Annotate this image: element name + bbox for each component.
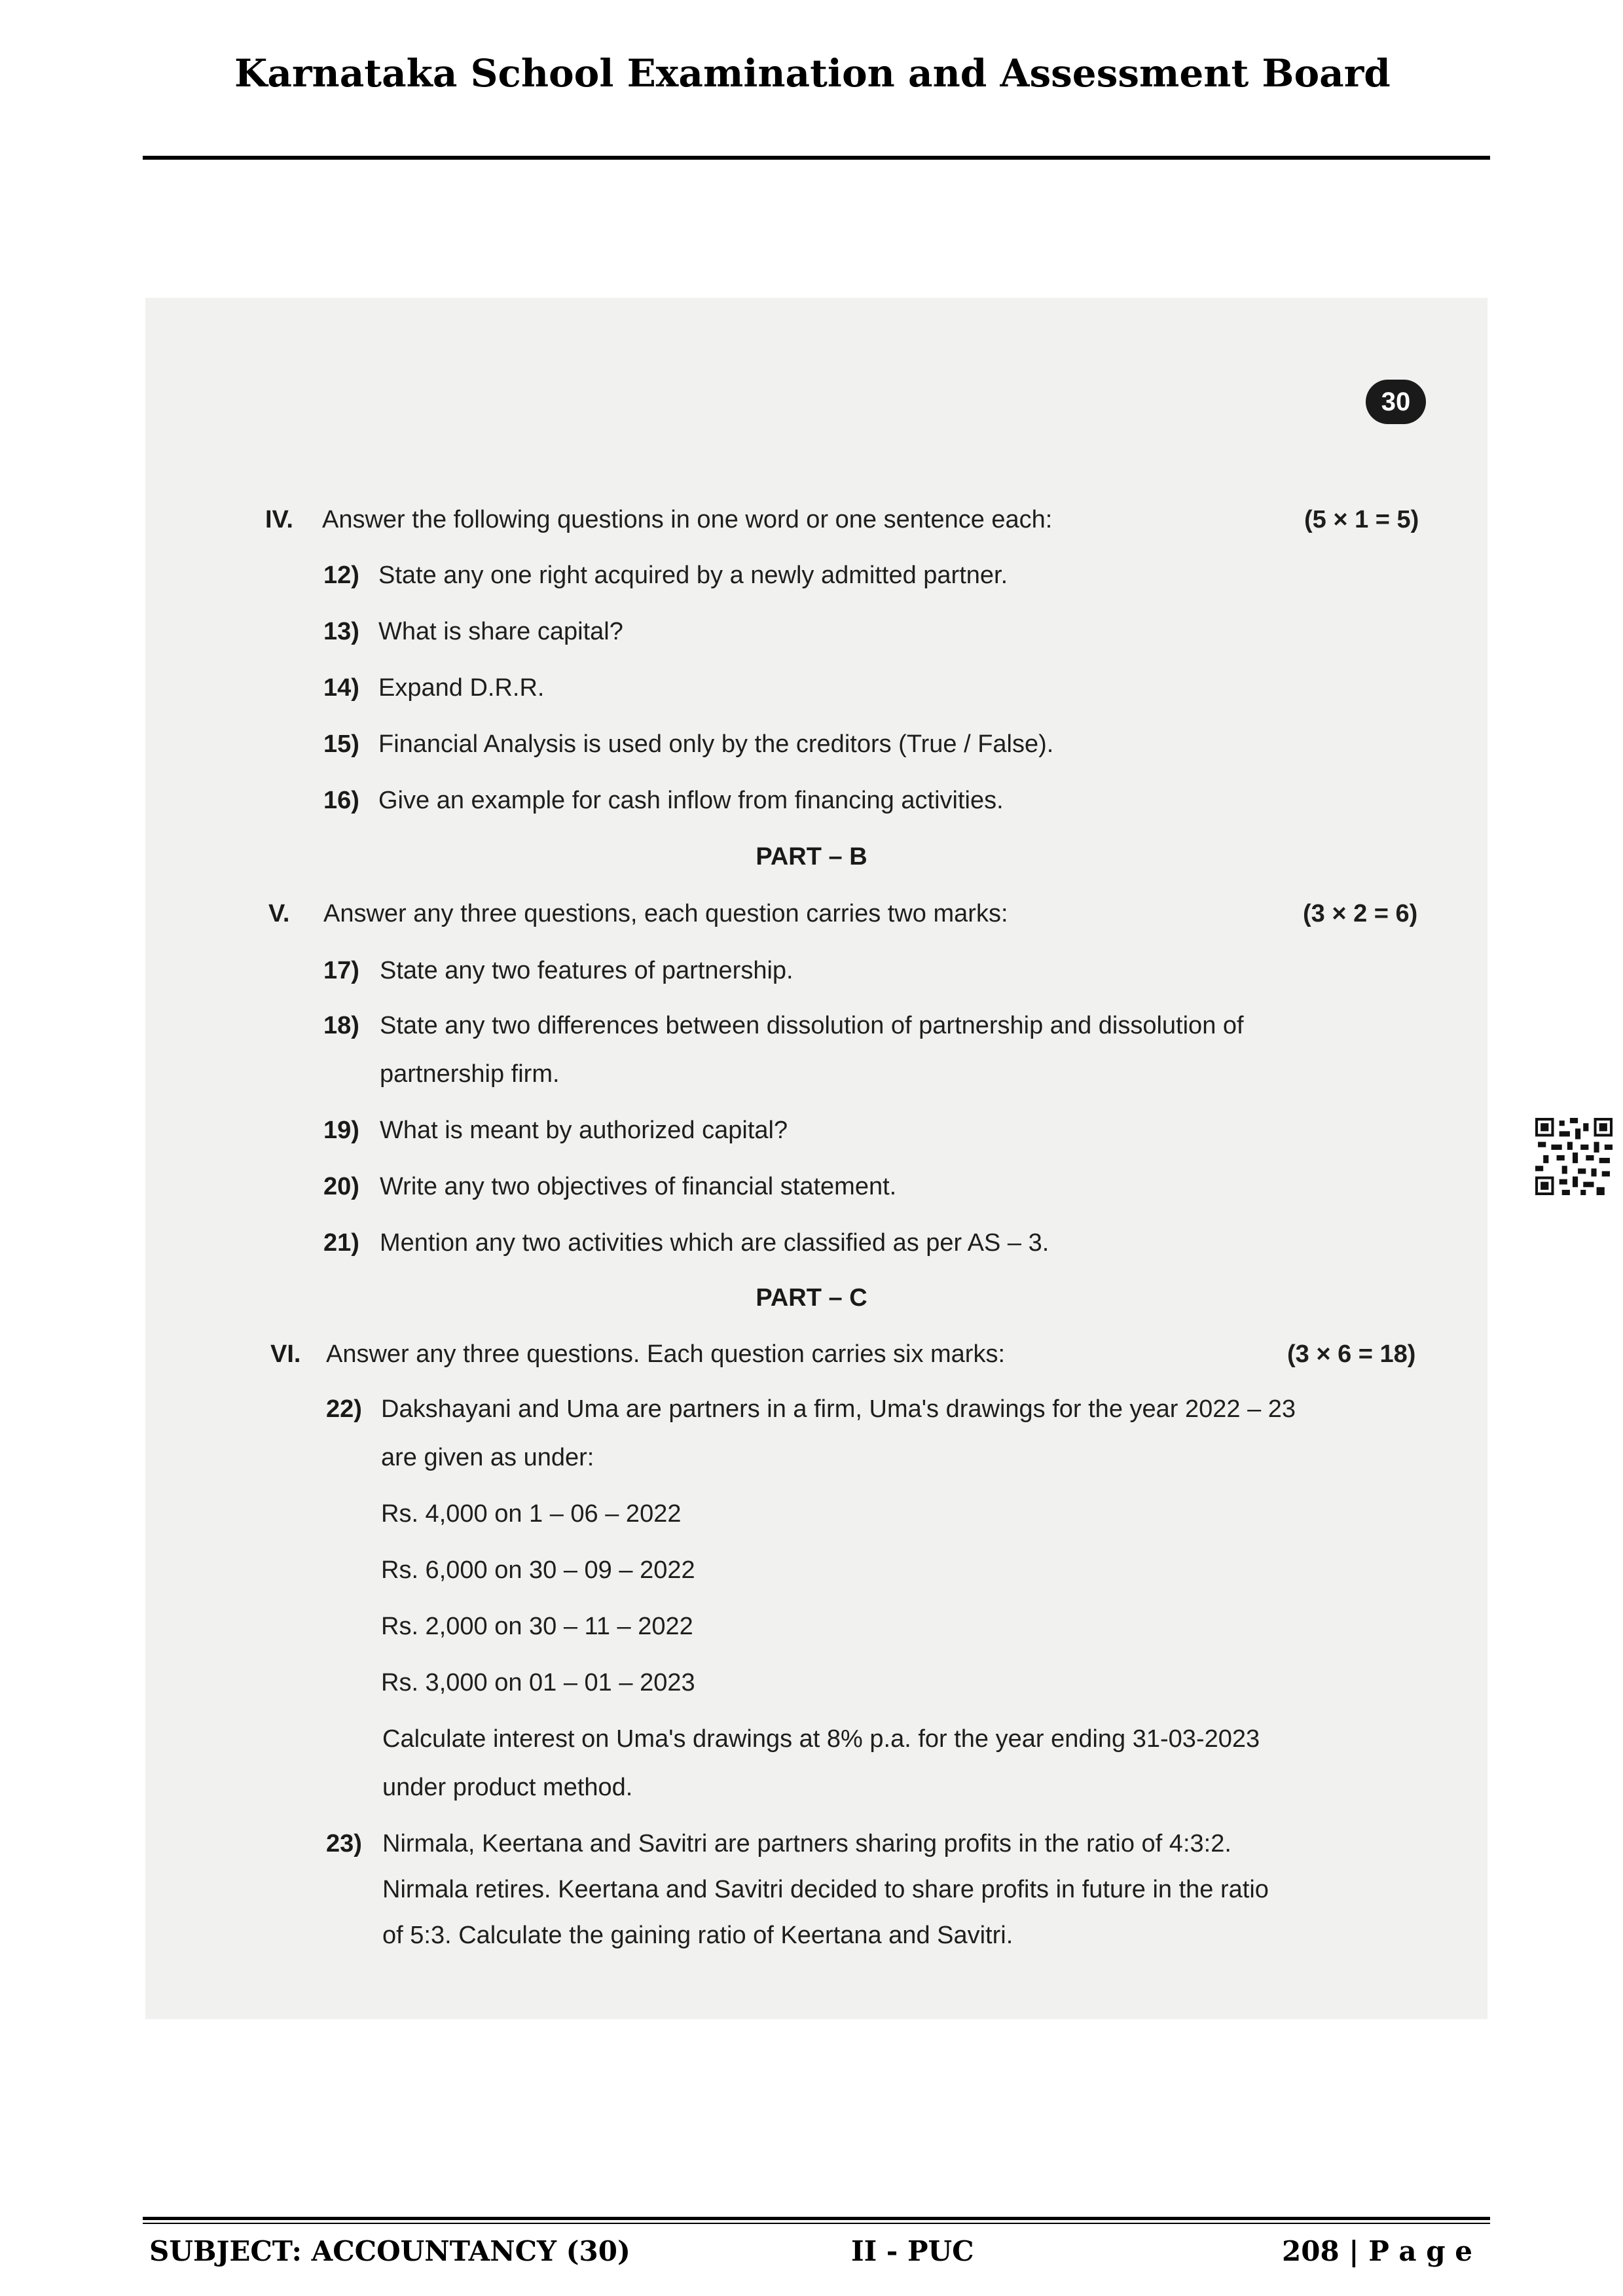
subject-code-badge: 30 bbox=[1366, 380, 1426, 424]
section-numeral: IV. bbox=[265, 506, 293, 533]
question-text-continued: partnership firm. bbox=[380, 1060, 560, 1088]
question-number: 19) bbox=[323, 1117, 359, 1144]
scanned-question-area bbox=[145, 298, 1487, 2019]
question-text-continued: Calculate interest on Uma's drawings at 8% p.a. for the year ending 31-03-2023 bbox=[382, 1725, 1260, 1753]
question-text: Expand D.R.R. bbox=[378, 674, 545, 702]
footer-rule-thick bbox=[143, 2217, 1490, 2220]
question-text-continued: Nirmala retires. Keertana and Savitri decided to share profits in future in the ratio bbox=[382, 1876, 1269, 1903]
question-text: Give an example for cash inflow from financing activities. bbox=[378, 787, 1004, 814]
question-number: 18) bbox=[323, 1012, 359, 1039]
section-marks: (3 × 2 = 6) bbox=[1303, 900, 1418, 927]
question-number: 16) bbox=[323, 787, 359, 814]
question-text: Write any two objectives of financial statement. bbox=[380, 1173, 897, 1200]
qr-code-icon bbox=[1535, 1118, 1613, 1195]
section-instruction: Answer any three questions, each question carries two marks: bbox=[323, 900, 1008, 927]
question-text-continued: under product method. bbox=[382, 1774, 633, 1801]
part-b-heading: PART – B bbox=[756, 843, 867, 870]
question-text-continued: of 5:3. Calculate the gaining ratio of Keertana and Savitri. bbox=[382, 1922, 1013, 1949]
question-text: State any two features of partnership. bbox=[380, 957, 793, 984]
question-number: 13) bbox=[323, 618, 359, 645]
section-marks: (5 × 1 = 5) bbox=[1304, 506, 1419, 533]
part-c-heading: PART – C bbox=[756, 1284, 867, 1312]
section-marks: (3 × 6 = 18) bbox=[1287, 1340, 1416, 1368]
drawing-entry: Rs. 2,000 on 30 – 11 – 2022 bbox=[381, 1613, 693, 1640]
question-text: Dakshayani and Uma are partners in a firm, Uma's drawings for the year 2022 – 23 bbox=[381, 1395, 1296, 1423]
question-text: What is meant by authorized capital? bbox=[380, 1117, 788, 1144]
footer-class: II - PUC bbox=[851, 2235, 974, 2267]
question-number: 21) bbox=[323, 1229, 359, 1257]
board-title: Karnataka School Examination and Assessment Board bbox=[234, 51, 1391, 96]
drawing-entry: Rs. 3,000 on 01 – 01 – 2023 bbox=[381, 1669, 695, 1696]
question-text-continued: are given as under: bbox=[381, 1444, 594, 1471]
question-number: 14) bbox=[323, 674, 359, 702]
footer-rule-thin bbox=[143, 2223, 1490, 2224]
question-number: 23) bbox=[326, 1830, 362, 1857]
question-number: 17) bbox=[323, 957, 359, 984]
section-instruction: Answer the following questions in one word or one sentence each: bbox=[322, 506, 1053, 533]
question-text: What is share capital? bbox=[378, 618, 623, 645]
section-numeral: V. bbox=[268, 900, 290, 927]
section-numeral: VI. bbox=[270, 1340, 301, 1368]
footer-page-number: 208 | P a g e bbox=[1282, 2235, 1472, 2267]
footer-subject: SUBJECT: ACCOUNTANCY (30) bbox=[149, 2235, 630, 2267]
drawing-entry: Rs. 4,000 on 1 – 06 – 2022 bbox=[381, 1500, 682, 1528]
question-number: 20) bbox=[323, 1173, 359, 1200]
question-text: State any one right acquired by a newly admitted partner. bbox=[378, 562, 1008, 589]
question-text: Financial Analysis is used only by the creditors (True / False). bbox=[378, 730, 1054, 758]
question-text: Nirmala, Keertana and Savitri are partners sharing profits in the ratio of 4:3:2. bbox=[382, 1830, 1231, 1857]
question-number: 15) bbox=[323, 730, 359, 758]
header-rule bbox=[143, 156, 1490, 160]
question-number: 22) bbox=[326, 1395, 362, 1423]
question-text: State any two differences between dissolution of partnership and dissolution of bbox=[380, 1012, 1244, 1039]
drawing-entry: Rs. 6,000 on 30 – 09 – 2022 bbox=[381, 1556, 695, 1584]
question-number: 12) bbox=[323, 562, 359, 589]
question-text: Mention any two activities which are classified as per AS – 3. bbox=[380, 1229, 1049, 1257]
section-instruction: Answer any three questions. Each question carries six marks: bbox=[326, 1340, 1006, 1368]
